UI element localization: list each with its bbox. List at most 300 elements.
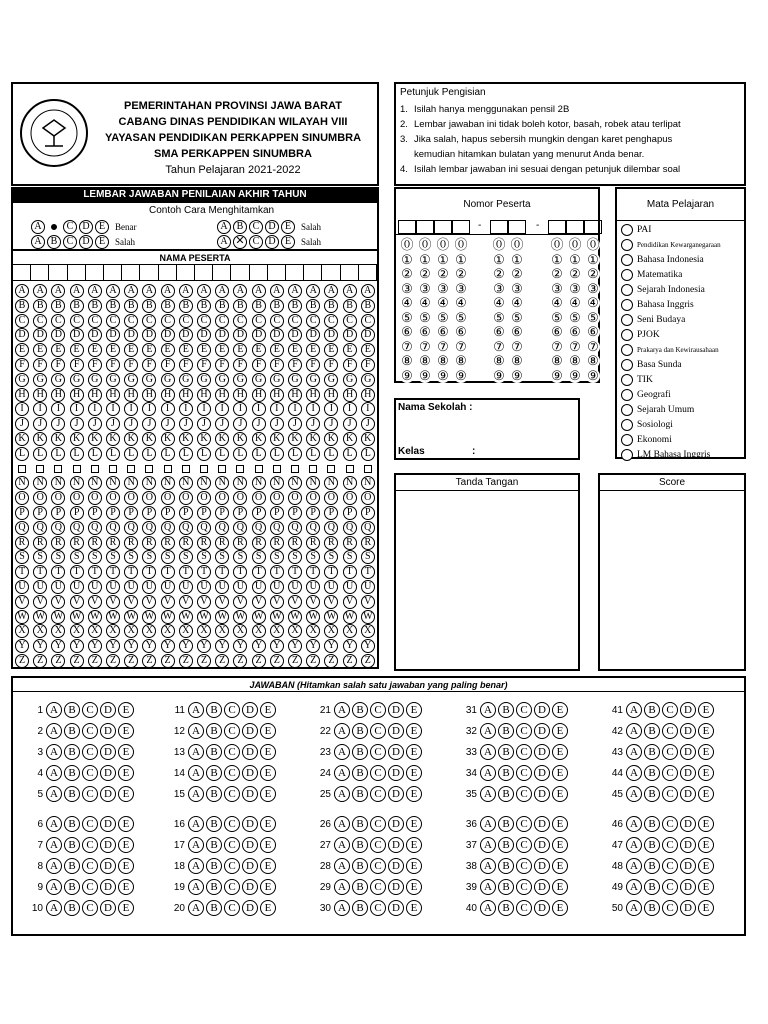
name-bubble-s[interactable]: S: [288, 550, 302, 564]
name-bubble-k[interactable]: K: [215, 432, 229, 446]
name-bubble-n[interactable]: N: [233, 476, 247, 490]
answer-bubble-e[interactable]: E: [260, 879, 276, 895]
name-bubble-i[interactable]: I: [197, 402, 211, 416]
name-bubble-z[interactable]: Z: [33, 654, 47, 668]
nomor-bubble-1[interactable]: ①: [511, 251, 523, 267]
name-bubble-r[interactable]: R: [361, 536, 375, 550]
nomor-entry-cell[interactable]: [548, 220, 566, 234]
name-bubble-y[interactable]: Y: [106, 639, 120, 653]
name-bubble-d[interactable]: D: [161, 328, 175, 342]
name-bubble-v[interactable]: V: [252, 595, 266, 609]
answer-bubble-b[interactable]: B: [498, 786, 514, 802]
name-bubble-e[interactable]: E: [15, 343, 29, 357]
name-bubble-p[interactable]: P: [33, 506, 47, 520]
name-bubble-q[interactable]: Q: [161, 521, 175, 535]
name-bubble-g[interactable]: G: [106, 373, 120, 387]
name-bubble-l[interactable]: L: [288, 447, 302, 461]
nomor-bubble-6[interactable]: ⑥: [569, 324, 581, 339]
name-bubble-y[interactable]: Y: [33, 639, 47, 653]
mapel-bubble[interactable]: [621, 434, 633, 446]
name-bubble-v[interactable]: V: [288, 595, 302, 609]
name-bubble-b[interactable]: B: [215, 299, 229, 313]
nomor-bubble-5[interactable]: ⑤: [401, 309, 413, 325]
name-bubble-a[interactable]: A: [70, 284, 84, 298]
name-bubble-r[interactable]: R: [106, 536, 120, 550]
answer-bubble-a[interactable]: A: [626, 702, 642, 718]
name-bubble-q[interactable]: Q: [343, 521, 357, 535]
name-bubble-p[interactable]: P: [88, 506, 102, 520]
name-bubble-b[interactable]: B: [106, 299, 120, 313]
name-bubble-r[interactable]: R: [51, 536, 65, 550]
name-bubble-s[interactable]: S: [215, 550, 229, 564]
name-bubble-a[interactable]: A: [197, 284, 211, 298]
name-bubble-s[interactable]: S: [252, 550, 266, 564]
answer-bubble-a[interactable]: A: [188, 702, 204, 718]
name-bubble-q[interactable]: Q: [361, 521, 375, 535]
answer-bubble-c[interactable]: C: [82, 858, 98, 874]
nomor-bubble-3[interactable]: ③: [419, 280, 431, 296]
name-bubble-b[interactable]: B: [179, 299, 193, 313]
name-bubble-r[interactable]: R: [70, 536, 84, 550]
answer-bubble-a[interactable]: A: [188, 786, 204, 802]
nomor-entry-cell[interactable]: [434, 220, 452, 234]
name-bubble-f[interactable]: F: [306, 358, 320, 372]
name-bubble-w[interactable]: W: [124, 610, 138, 624]
name-bubble-g[interactable]: G: [215, 373, 229, 387]
name-bubble-l[interactable]: L: [306, 447, 320, 461]
name-bubble-v[interactable]: V: [88, 595, 102, 609]
name-bubble-u[interactable]: U: [88, 580, 102, 594]
name-bubble-q[interactable]: Q: [51, 521, 65, 535]
name-bubble-r[interactable]: R: [270, 536, 284, 550]
name-bubble-k[interactable]: K: [88, 432, 102, 446]
answer-bubble-b[interactable]: B: [644, 744, 660, 760]
answer-bubble-e[interactable]: E: [406, 900, 422, 916]
name-bubble-t[interactable]: T: [15, 565, 29, 579]
answer-bubble-e[interactable]: E: [118, 744, 134, 760]
answer-bubble-e[interactable]: E: [118, 837, 134, 853]
answer-bubble-a[interactable]: A: [188, 744, 204, 760]
nomor-bubble-7[interactable]: ⑦: [569, 338, 581, 354]
name-bubble-v[interactable]: V: [343, 595, 357, 609]
name-bubble-d[interactable]: D: [106, 328, 120, 342]
name-bubble-w[interactable]: W: [343, 610, 357, 624]
name-bubble-w[interactable]: W: [252, 610, 266, 624]
answer-bubble-e[interactable]: E: [698, 900, 714, 916]
name-bubble-k[interactable]: K: [306, 432, 320, 446]
answer-bubble-b[interactable]: B: [352, 702, 368, 718]
answer-bubble-e[interactable]: E: [118, 816, 134, 832]
name-bubble-n[interactable]: N: [270, 476, 284, 490]
name-bubble-x[interactable]: X: [33, 624, 47, 638]
name-bubble-j[interactable]: J: [233, 417, 247, 431]
name-bubble-z[interactable]: Z: [270, 654, 284, 668]
nomor-bubble-4[interactable]: ④: [551, 295, 563, 310]
name-bubble-p[interactable]: P: [51, 506, 65, 520]
name-bubble-l[interactable]: L: [88, 447, 102, 461]
nomor-bubble-3[interactable]: ③: [493, 280, 505, 296]
nomor-bubble-9[interactable]: ⑨: [551, 367, 563, 383]
nomor-bubble-2[interactable]: ②: [511, 266, 523, 281]
answer-bubble-e[interactable]: E: [406, 723, 422, 739]
name-entry-cell[interactable]: [140, 265, 158, 281]
name-bubble-d[interactable]: D: [70, 328, 84, 342]
name-bubble-w[interactable]: W: [361, 610, 375, 624]
space-box[interactable]: [218, 465, 226, 473]
name-bubble-a[interactable]: A: [233, 284, 247, 298]
name-bubble-q[interactable]: Q: [233, 521, 247, 535]
answer-bubble-d[interactable]: D: [100, 723, 116, 739]
name-bubble-n[interactable]: N: [124, 476, 138, 490]
nomor-bubble-8[interactable]: ⑧: [401, 353, 413, 368]
name-bubble-a[interactable]: A: [215, 284, 229, 298]
answer-bubble-a[interactable]: A: [626, 816, 642, 832]
answer-bubble-a[interactable]: A: [626, 879, 642, 895]
name-bubble-y[interactable]: Y: [288, 639, 302, 653]
answer-bubble-e[interactable]: E: [260, 723, 276, 739]
name-bubble-g[interactable]: G: [197, 373, 211, 387]
name-bubble-v[interactable]: V: [324, 595, 338, 609]
name-entry-cell[interactable]: [13, 265, 31, 281]
answer-bubble-c[interactable]: C: [370, 765, 386, 781]
nomor-bubble-6[interactable]: ⑥: [493, 324, 505, 339]
answer-bubble-a[interactable]: A: [626, 858, 642, 874]
space-box[interactable]: [36, 465, 44, 473]
name-bubble-w[interactable]: W: [233, 610, 247, 624]
name-bubble-v[interactable]: V: [142, 595, 156, 609]
nomor-bubble-0[interactable]: ⓪: [418, 237, 432, 252]
nomor-bubble-8[interactable]: ⑧: [569, 353, 581, 368]
name-bubble-e[interactable]: E: [124, 343, 138, 357]
name-bubble-q[interactable]: Q: [124, 521, 138, 535]
mapel-bubble[interactable]: [621, 329, 633, 341]
nomor-bubble-7[interactable]: ⑦: [419, 338, 431, 354]
name-bubble-r[interactable]: R: [252, 536, 266, 550]
answer-bubble-e[interactable]: E: [698, 837, 714, 853]
name-bubble-h[interactable]: H: [124, 388, 138, 402]
name-bubble-l[interactable]: L: [51, 447, 65, 461]
name-bubble-p[interactable]: P: [361, 506, 375, 520]
name-bubble-z[interactable]: Z: [124, 654, 138, 668]
name-bubble-g[interactable]: G: [324, 373, 338, 387]
name-bubble-n[interactable]: N: [88, 476, 102, 490]
name-bubble-u[interactable]: U: [179, 580, 193, 594]
name-bubble-a[interactable]: A: [343, 284, 357, 298]
answer-bubble-a[interactable]: A: [334, 816, 350, 832]
answer-bubble-e[interactable]: E: [406, 858, 422, 874]
answer-bubble-d[interactable]: D: [534, 900, 550, 916]
name-bubble-i[interactable]: I: [233, 402, 247, 416]
name-bubble-i[interactable]: I: [70, 402, 84, 416]
name-bubble-k[interactable]: K: [288, 432, 302, 446]
name-bubble-v[interactable]: V: [179, 595, 193, 609]
nomor-bubble-0[interactable]: ⓪: [492, 237, 506, 252]
answer-bubble-b[interactable]: B: [498, 879, 514, 895]
name-bubble-v[interactable]: V: [106, 595, 120, 609]
name-bubble-e[interactable]: E: [215, 343, 229, 357]
answer-bubble-d[interactable]: D: [534, 702, 550, 718]
answer-bubble-e[interactable]: E: [118, 858, 134, 874]
name-bubble-e[interactable]: E: [306, 343, 320, 357]
answer-bubble-c[interactable]: C: [82, 765, 98, 781]
nomor-bubble-1[interactable]: ①: [587, 251, 599, 267]
answer-bubble-b[interactable]: B: [644, 786, 660, 802]
name-bubble-i[interactable]: I: [270, 402, 284, 416]
answer-bubble-d[interactable]: D: [388, 879, 404, 895]
space-box[interactable]: [127, 465, 135, 473]
answer-bubble-a[interactable]: A: [626, 900, 642, 916]
answer-bubble-e[interactable]: E: [260, 837, 276, 853]
name-bubble-g[interactable]: G: [70, 373, 84, 387]
name-bubble-s[interactable]: S: [124, 550, 138, 564]
name-bubble-d[interactable]: D: [142, 328, 156, 342]
answer-bubble-c[interactable]: C: [516, 879, 532, 895]
nomor-bubble-2[interactable]: ②: [401, 266, 413, 281]
name-bubble-s[interactable]: S: [233, 550, 247, 564]
answer-bubble-a[interactable]: A: [334, 702, 350, 718]
answer-bubble-c[interactable]: C: [82, 900, 98, 916]
nomor-bubble-0[interactable]: ⓪: [586, 237, 600, 252]
answer-bubble-b[interactable]: B: [206, 837, 222, 853]
nomor-bubble-1[interactable]: ①: [493, 251, 505, 267]
answer-bubble-d[interactable]: D: [100, 702, 116, 718]
name-bubble-o[interactable]: O: [288, 491, 302, 505]
name-bubble-h[interactable]: H: [197, 388, 211, 402]
name-bubble-h[interactable]: H: [215, 388, 229, 402]
name-bubble-h[interactable]: H: [233, 388, 247, 402]
name-bubble-e[interactable]: E: [142, 343, 156, 357]
answer-bubble-c[interactable]: C: [662, 879, 678, 895]
nomor-bubble-8[interactable]: ⑧: [551, 353, 563, 368]
name-bubble-o[interactable]: O: [142, 491, 156, 505]
name-bubble-b[interactable]: B: [70, 299, 84, 313]
name-bubble-r[interactable]: R: [288, 536, 302, 550]
name-bubble-y[interactable]: Y: [233, 639, 247, 653]
name-bubble-o[interactable]: O: [51, 491, 65, 505]
name-bubble-s[interactable]: S: [324, 550, 338, 564]
name-bubble-y[interactable]: Y: [124, 639, 138, 653]
answer-bubble-a[interactable]: A: [46, 900, 62, 916]
name-bubble-a[interactable]: A: [288, 284, 302, 298]
space-box[interactable]: [164, 465, 172, 473]
answer-bubble-a[interactable]: A: [480, 858, 496, 874]
answer-bubble-a[interactable]: A: [334, 837, 350, 853]
name-bubble-t[interactable]: T: [361, 565, 375, 579]
name-bubble-t[interactable]: T: [70, 565, 84, 579]
name-bubble-k[interactable]: K: [270, 432, 284, 446]
name-bubble-p[interactable]: P: [161, 506, 175, 520]
answer-bubble-a[interactable]: A: [480, 900, 496, 916]
name-bubble-j[interactable]: J: [142, 417, 156, 431]
space-box[interactable]: [236, 465, 244, 473]
answer-bubble-a[interactable]: A: [188, 765, 204, 781]
answer-bubble-e[interactable]: E: [260, 786, 276, 802]
nomor-entry-cell[interactable]: [508, 220, 526, 234]
name-bubble-w[interactable]: W: [270, 610, 284, 624]
name-bubble-z[interactable]: Z: [215, 654, 229, 668]
answer-bubble-a[interactable]: A: [334, 786, 350, 802]
name-bubble-e[interactable]: E: [288, 343, 302, 357]
answer-bubble-c[interactable]: C: [516, 900, 532, 916]
name-bubble-k[interactable]: K: [106, 432, 120, 446]
name-bubble-x[interactable]: X: [233, 624, 247, 638]
name-bubble-h[interactable]: H: [179, 388, 193, 402]
nomor-bubble-9[interactable]: ⑨: [587, 367, 599, 383]
nomor-bubble-9[interactable]: ⑨: [437, 367, 449, 383]
name-bubble-b[interactable]: B: [161, 299, 175, 313]
nomor-bubble-4[interactable]: ④: [455, 295, 467, 310]
name-bubble-l[interactable]: L: [324, 447, 338, 461]
name-entry-cell[interactable]: [250, 265, 268, 281]
name-bubble-h[interactable]: H: [270, 388, 284, 402]
name-bubble-s[interactable]: S: [33, 550, 47, 564]
answer-bubble-d[interactable]: D: [534, 858, 550, 874]
name-bubble-c[interactable]: C: [324, 314, 338, 328]
name-bubble-g[interactable]: G: [270, 373, 284, 387]
answer-bubble-e[interactable]: E: [118, 786, 134, 802]
name-bubble-z[interactable]: Z: [252, 654, 266, 668]
answer-bubble-a[interactable]: A: [480, 879, 496, 895]
name-bubble-n[interactable]: N: [33, 476, 47, 490]
name-bubble-o[interactable]: O: [124, 491, 138, 505]
answer-bubble-a[interactable]: A: [46, 837, 62, 853]
answer-bubble-e[interactable]: E: [406, 765, 422, 781]
name-bubble-c[interactable]: C: [197, 314, 211, 328]
answer-bubble-b[interactable]: B: [644, 723, 660, 739]
name-bubble-f[interactable]: F: [361, 358, 375, 372]
mapel-bubble[interactable]: [621, 299, 633, 311]
answer-bubble-c[interactable]: C: [662, 900, 678, 916]
name-bubble-t[interactable]: T: [161, 565, 175, 579]
name-bubble-c[interactable]: C: [215, 314, 229, 328]
name-bubble-o[interactable]: O: [233, 491, 247, 505]
nomor-bubble-5[interactable]: ⑤: [511, 309, 523, 325]
answer-bubble-c[interactable]: C: [82, 837, 98, 853]
name-entry-cell[interactable]: [159, 265, 177, 281]
answer-bubble-d[interactable]: D: [100, 837, 116, 853]
name-bubble-f[interactable]: F: [142, 358, 156, 372]
mapel-bubble[interactable]: [621, 449, 633, 461]
name-bubble-a[interactable]: A: [33, 284, 47, 298]
name-bubble-l[interactable]: L: [142, 447, 156, 461]
name-bubble-z[interactable]: Z: [106, 654, 120, 668]
answer-bubble-c[interactable]: C: [224, 744, 240, 760]
answer-bubble-b[interactable]: B: [352, 744, 368, 760]
name-bubble-j[interactable]: J: [324, 417, 338, 431]
mapel-bubble[interactable]: [621, 374, 633, 386]
name-bubble-e[interactable]: E: [197, 343, 211, 357]
answer-bubble-d[interactable]: D: [242, 786, 258, 802]
space-box[interactable]: [109, 465, 117, 473]
name-bubble-b[interactable]: B: [51, 299, 65, 313]
answer-bubble-e[interactable]: E: [260, 765, 276, 781]
nomor-bubble-3[interactable]: ③: [511, 280, 523, 296]
name-bubble-k[interactable]: K: [51, 432, 65, 446]
name-bubble-p[interactable]: P: [306, 506, 320, 520]
answer-bubble-a[interactable]: A: [626, 744, 642, 760]
answer-bubble-b[interactable]: B: [352, 879, 368, 895]
name-bubble-r[interactable]: R: [88, 536, 102, 550]
name-bubble-t[interactable]: T: [33, 565, 47, 579]
nomor-bubble-6[interactable]: ⑥: [401, 324, 413, 339]
answer-bubble-c[interactable]: C: [370, 837, 386, 853]
name-bubble-t[interactable]: T: [215, 565, 229, 579]
nomor-bubble-2[interactable]: ②: [551, 266, 563, 281]
name-bubble-v[interactable]: V: [233, 595, 247, 609]
name-bubble-n[interactable]: N: [361, 476, 375, 490]
answer-bubble-d[interactable]: D: [388, 702, 404, 718]
name-bubble-i[interactable]: I: [124, 402, 138, 416]
nomor-bubble-2[interactable]: ②: [587, 266, 599, 281]
answer-bubble-d[interactable]: D: [100, 786, 116, 802]
name-bubble-u[interactable]: U: [270, 580, 284, 594]
name-bubble-o[interactable]: O: [197, 491, 211, 505]
nomor-bubble-5[interactable]: ⑤: [493, 309, 505, 325]
answer-bubble-a[interactable]: A: [334, 879, 350, 895]
name-bubble-s[interactable]: S: [343, 550, 357, 564]
name-bubble-n[interactable]: N: [70, 476, 84, 490]
name-bubble-o[interactable]: O: [324, 491, 338, 505]
answer-bubble-b[interactable]: B: [498, 858, 514, 874]
name-bubble-l[interactable]: L: [215, 447, 229, 461]
answer-bubble-d[interactable]: D: [100, 744, 116, 760]
name-bubble-d[interactable]: D: [288, 328, 302, 342]
name-bubble-y[interactable]: Y: [361, 639, 375, 653]
nomor-bubble-7[interactable]: ⑦: [493, 338, 505, 354]
name-bubble-q[interactable]: Q: [215, 521, 229, 535]
name-bubble-x[interactable]: X: [124, 624, 138, 638]
answer-bubble-c[interactable]: C: [370, 723, 386, 739]
nomor-bubble-1[interactable]: ①: [437, 251, 449, 267]
name-entry-cell[interactable]: [177, 265, 195, 281]
answer-bubble-a[interactable]: A: [46, 702, 62, 718]
answer-bubble-d[interactable]: D: [242, 879, 258, 895]
space-box[interactable]: [91, 465, 99, 473]
nomor-bubble-4[interactable]: ④: [587, 295, 599, 310]
answer-bubble-d[interactable]: D: [388, 786, 404, 802]
answer-bubble-d[interactable]: D: [534, 816, 550, 832]
name-bubble-h[interactable]: H: [343, 388, 357, 402]
mapel-bubble[interactable]: [621, 269, 633, 281]
name-bubble-p[interactable]: P: [343, 506, 357, 520]
name-bubble-f[interactable]: F: [179, 358, 193, 372]
name-bubble-i[interactable]: I: [15, 402, 29, 416]
name-bubble-c[interactable]: C: [88, 314, 102, 328]
name-bubble-t[interactable]: T: [106, 565, 120, 579]
name-bubble-o[interactable]: O: [306, 491, 320, 505]
name-bubble-t[interactable]: T: [270, 565, 284, 579]
name-bubble-u[interactable]: U: [33, 580, 47, 594]
answer-bubble-e[interactable]: E: [260, 858, 276, 874]
nomor-bubble-9[interactable]: ⑨: [493, 367, 505, 383]
name-bubble-t[interactable]: T: [288, 565, 302, 579]
answer-bubble-e[interactable]: E: [552, 702, 568, 718]
answer-bubble-d[interactable]: D: [388, 900, 404, 916]
name-bubble-o[interactable]: O: [106, 491, 120, 505]
name-bubble-u[interactable]: U: [106, 580, 120, 594]
name-bubble-k[interactable]: K: [142, 432, 156, 446]
mapel-bubble[interactable]: [621, 224, 633, 236]
nomor-bubble-1[interactable]: ①: [455, 251, 467, 267]
answer-bubble-d[interactable]: D: [100, 879, 116, 895]
nomor-bubble-2[interactable]: ②: [419, 266, 431, 281]
name-bubble-z[interactable]: Z: [51, 654, 65, 668]
answer-bubble-d[interactable]: D: [388, 765, 404, 781]
name-bubble-t[interactable]: T: [179, 565, 193, 579]
name-bubble-q[interactable]: Q: [179, 521, 193, 535]
name-bubble-j[interactable]: J: [306, 417, 320, 431]
answer-bubble-b[interactable]: B: [498, 744, 514, 760]
